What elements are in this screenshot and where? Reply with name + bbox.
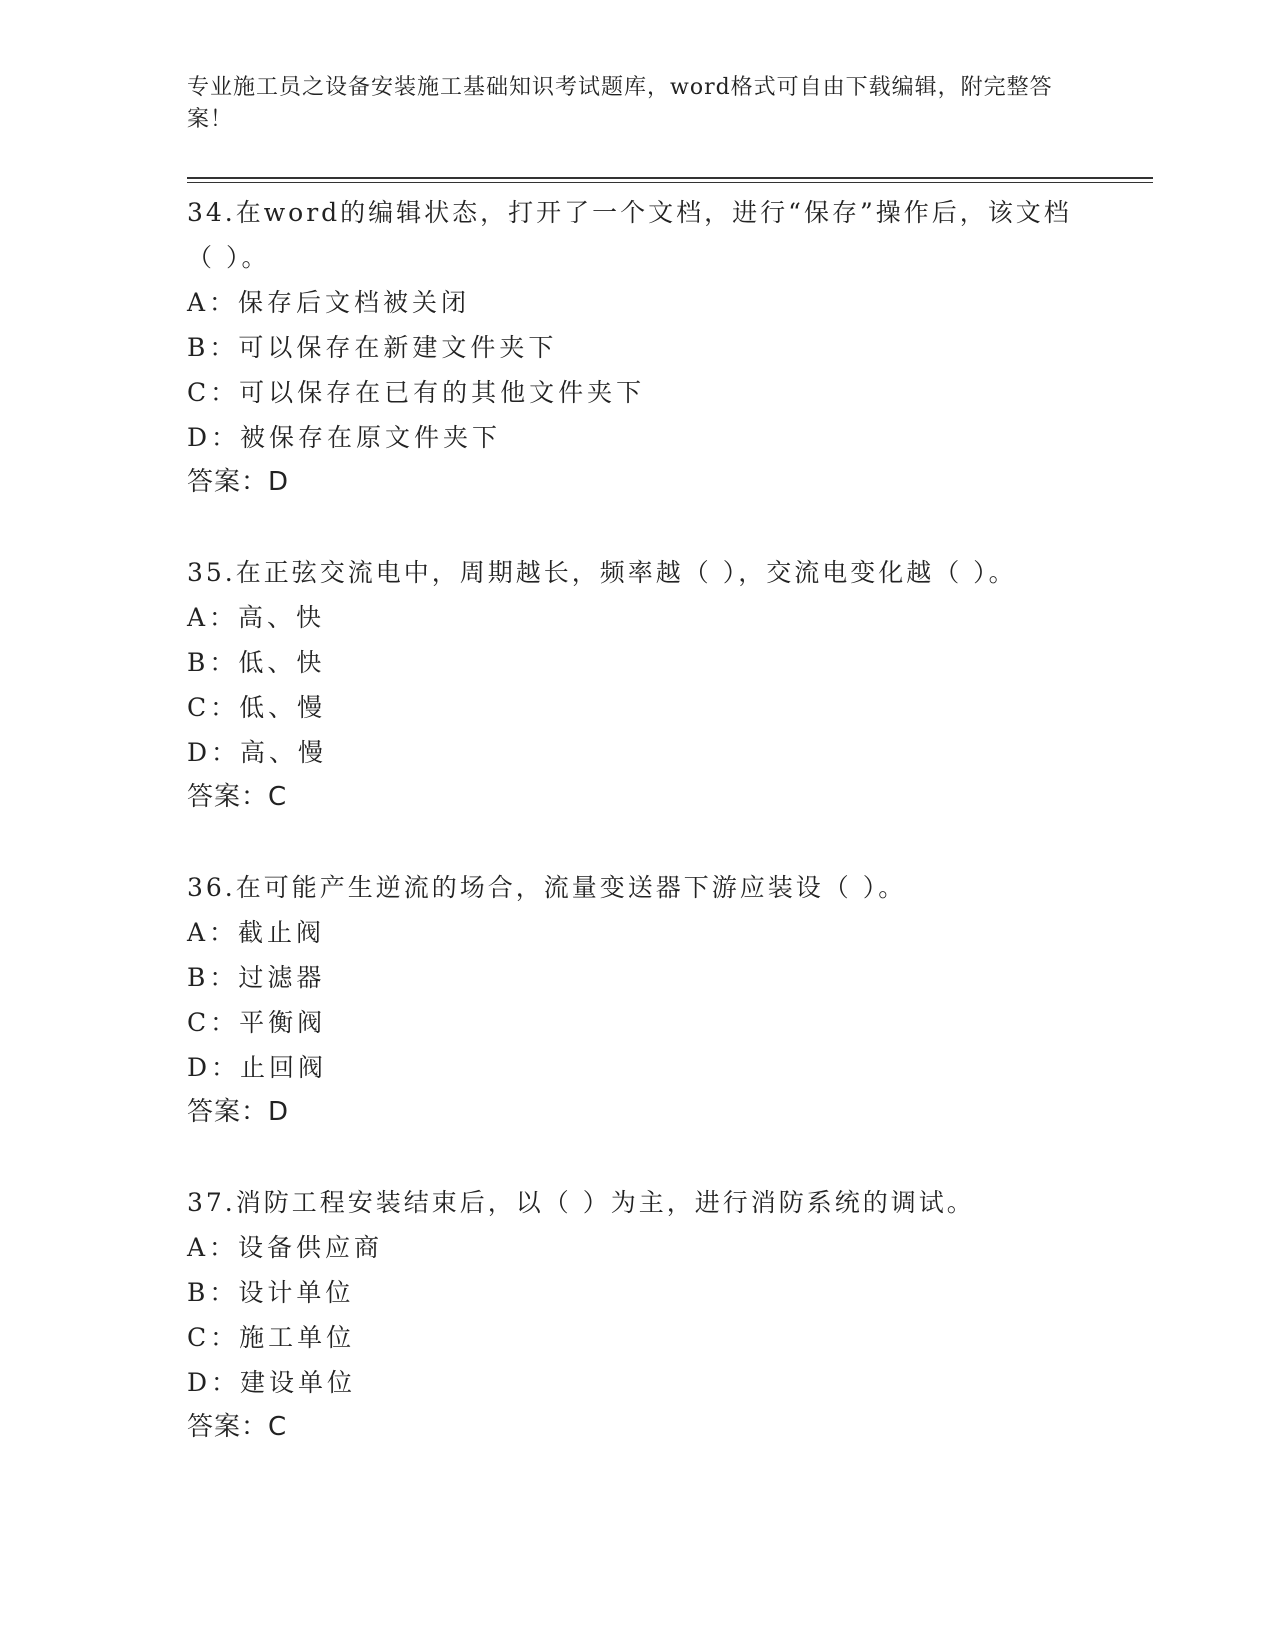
question-list: [187, 190, 1087, 1495]
answer-line: 答案：D: [187, 467, 290, 497]
option-b: B：设计单位: [187, 1278, 355, 1307]
option-d: D：止回阀: [187, 1053, 328, 1082]
answer-line: 答案：C: [187, 782, 288, 812]
question-35: [187, 550, 1087, 820]
question-stem: 34.在word的编辑状态，打开了一个文档，进行“保存”操作后，该文档（ ）。: [187, 198, 1072, 272]
option-a: A：截止阀: [187, 918, 326, 947]
option-c: C：低、慢: [187, 693, 327, 722]
answer-line: 答案：C: [187, 1412, 288, 1442]
question-stem: 37.消防工程安装结束后，以（ ）为主，进行消防系统的调试。: [187, 1188, 975, 1217]
option-a: A：保存后文档被关闭: [187, 288, 471, 317]
option-a: A：设备供应商: [187, 1233, 384, 1262]
question-36: [187, 865, 1087, 1135]
option-a: A：高、快: [187, 603, 326, 632]
document-header: 专业施工员之设备安装施工基础知识考试题库，word格式可自由下载编辑，附完整答案！: [187, 75, 1053, 132]
question-stem: 35.在正弦交流电中，周期越长，频率越（ ），交流电变化越（ ）。: [187, 558, 1017, 587]
header-divider-thick: [187, 177, 1153, 179]
option-d: D：被保存在原文件夹下: [187, 423, 502, 452]
option-b: B：低、快: [187, 648, 326, 677]
option-b: B：过滤器: [187, 963, 326, 992]
option-c: C：可以保存在已有的其他文件夹下: [187, 378, 646, 407]
header-divider-thin: [187, 182, 1153, 183]
option-b: B：可以保存在新建文件夹下: [187, 333, 558, 362]
option-c: C：施工单位: [187, 1323, 356, 1352]
option-d: D：高、慢: [187, 738, 328, 767]
question-stem: 36.在可能产生逆流的场合，流量变送器下游应装设（ ）。: [187, 873, 907, 902]
answer-line: 答案：D: [187, 1097, 290, 1127]
question-37: [187, 1180, 1087, 1450]
option-d: D：建设单位: [187, 1368, 357, 1397]
option-c: C：平衡阀: [187, 1008, 327, 1037]
question-34: [187, 190, 1087, 505]
